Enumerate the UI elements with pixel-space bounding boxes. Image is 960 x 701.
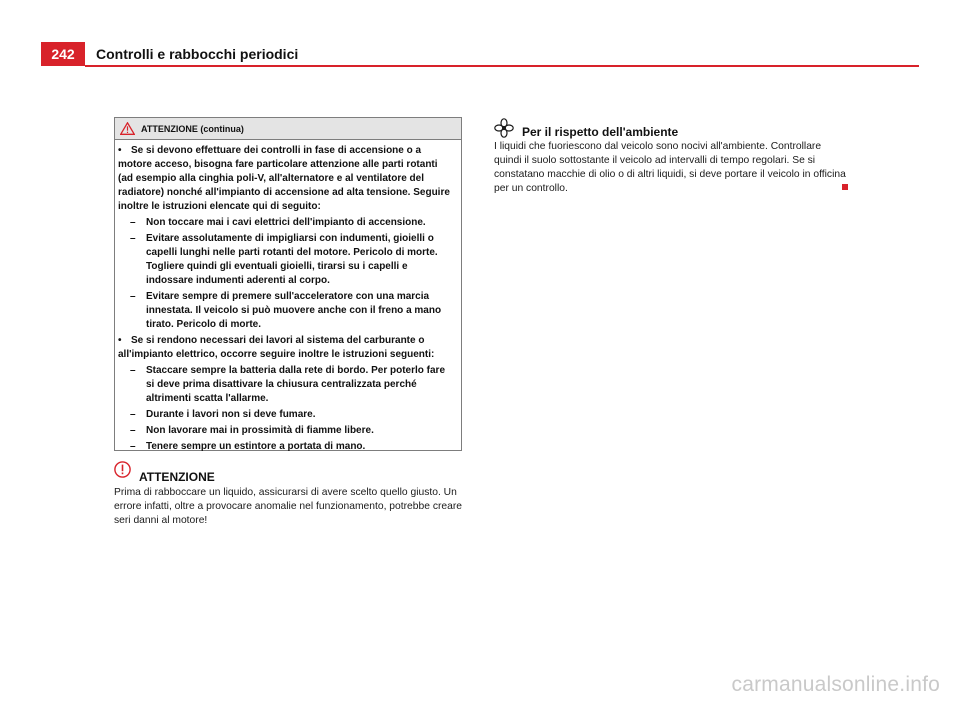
watermark: carmanualsonline.info xyxy=(731,673,940,696)
list-item: – Non lavorare mai in prossimità di fiamme libere. xyxy=(130,425,374,436)
bullet-dot: • xyxy=(118,145,122,156)
list-item: – Durante i lavori non si deve fumare. xyxy=(130,409,316,420)
exclamation-circle-icon xyxy=(114,461,131,478)
list-item-text: Evitare assolutamente di impigliarsi con indumenti, gioielli o capelli lunghi nelle parti rotanti del motore. Pericolo di morte. Togliere quindi gli eventuali gioielli, tirarsi su i capelli e indossare indumenti aderenti al corpo. xyxy=(146,233,438,286)
page-number: 242 xyxy=(41,42,85,66)
warning-bullet-2-text: Se si rendono necessari dei lavori al sistema del carburante o all'impianto elettrico, occorre seguire inoltre le istruzioni seguenti: xyxy=(118,335,435,360)
attention-title: ATTENZIONE xyxy=(139,470,215,484)
list-item-text: Evitare sempre di premere sull'acceleratore con una marcia innestata. Il veicolo si può muovere anche con il freno a mano tirato. Pericolo di morte. xyxy=(146,291,442,330)
list-item-text: Non lavorare mai in prossimità di fiamme libere. xyxy=(146,425,374,436)
environment-text: I liquidi che fuoriescono dal veicolo sono nocivi all'ambiente. Controllare quindi il suolo sottostante il veicolo ad intervalli di tempo regolari. Se si constatano macchie di olio o di altri liquidi, si deve portare il veicolo in officina per un controllo. xyxy=(494,141,846,194)
list-item-text: Durante i lavori non si deve fumare. xyxy=(146,409,316,420)
warning-box-title: ATTENZIONE (continua) xyxy=(141,123,244,134)
list-item-text: Staccare sempre la batteria dalla rete di bordo. Per poterlo fare si deve prima disattivare la chiusura centralizzata perché altrimenti scatta l'allarme. xyxy=(146,365,445,404)
list-item-text: Non toccare mai i cavi elettrici dell'impianto di accensione. xyxy=(146,217,426,228)
attention-text: Prima di rabboccare un liquido, assicurarsi di avere scelto quello giusto. Un errore infatti, oltre a provocare anomalie nel funzionamento, potrebbe creare seri danni al motore! xyxy=(114,487,463,526)
bullet-dot: • xyxy=(118,335,122,346)
header-divider xyxy=(85,65,919,67)
environment-title: Per il rispetto dell'ambiente xyxy=(522,125,679,139)
list-item: – Tenere sempre un estintore a portata di mano. xyxy=(130,441,366,452)
flower-icon xyxy=(494,118,514,138)
list-item: – Non toccare mai i cavi elettrici dell'impianto di accensione. xyxy=(130,217,426,228)
page-title: Controlli e rabbocchi periodici xyxy=(96,46,299,62)
warning-bullet-2 xyxy=(118,334,455,362)
list-item-text: Tenere sempre un estintore a portata di mano. xyxy=(146,441,366,452)
list-item: – Staccare sempre la batteria dalla rete di bordo. Per poterlo fare si deve prima disattivare la chiusura centralizzata perché altrimenti scatta l'allarme. xyxy=(130,365,445,404)
warning-bullet-1-text: Se si devono effettuare dei controlli in fase di accensione o a motore acceso, bisogna fare particolare attenzione alle parti rotanti (ad esempio alla cinghia poli-V, all'alternatore e al ventilatore del radiatore) nonché all'impianto di accensione ad alta tensione. Seguire inoltre le istruzioni elencate qui di seguito: xyxy=(118,145,450,212)
section-end-marker xyxy=(842,184,848,190)
list-item: – Evitare sempre di premere sull'acceleratore con una marcia innestata. Il veicolo si può muovere anche con il freno a mano tirato. Pericolo di morte. xyxy=(130,291,442,330)
warning-box-header xyxy=(115,118,461,140)
warning-bullet-1 xyxy=(118,144,455,214)
list-item: – Evitare assolutamente di impigliarsi con indumenti, gioielli o capelli lunghi nelle parti rotanti del motore. Pericolo di morte. Togliere quindi gli eventuali gioielli, tirarsi su i capelli e indossare indumenti aderenti al corpo. xyxy=(130,233,438,286)
warning-triangle-icon xyxy=(120,122,135,135)
warning-box xyxy=(114,117,462,451)
